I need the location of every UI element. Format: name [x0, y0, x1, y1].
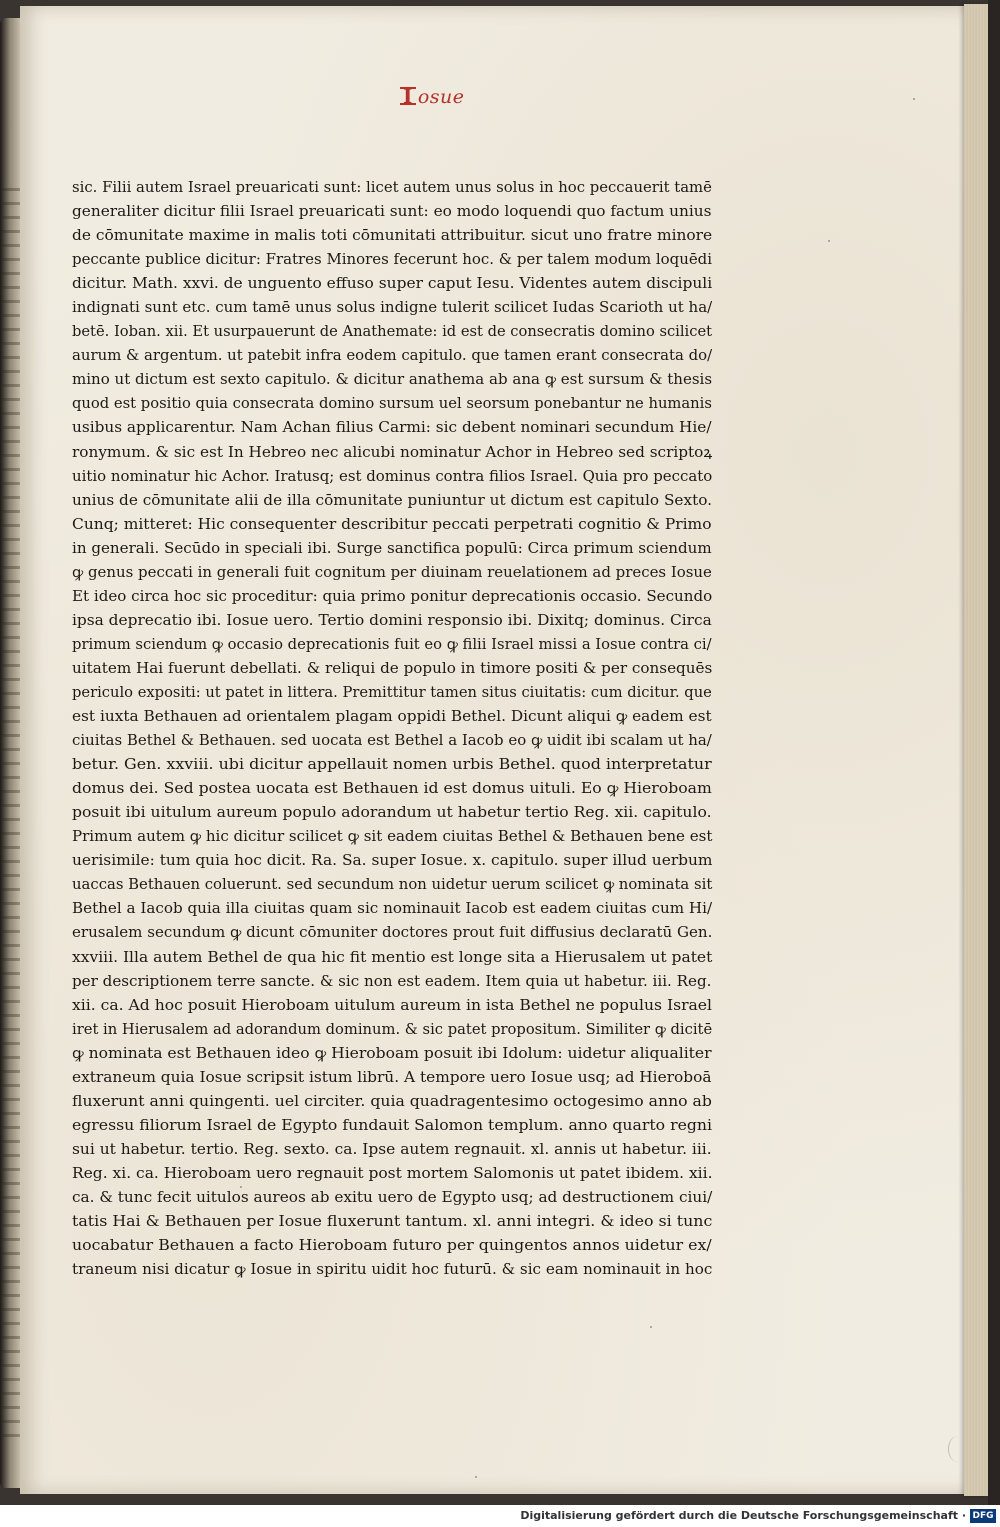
text-line: domus dei. Sed postea uocata est Bethauen id est domus uituli. Eo ꝙ Hieroboam [72, 781, 712, 798]
left-page-edge [0, 18, 22, 1488]
text-line: traneum nisi dicatur ꝙ Iosue in spiritu uidit hoc futurū. & sic eam nominauit in hoc [72, 1262, 713, 1279]
text-line: iret in Hierusalem ad adorandum dominum. & sic patet propositum. Similiter ꝙ dicitē [72, 1021, 713, 1038]
text-line: betē. Ioban. xii. Et usurpauerunt de Anathemate: id est de consecratis domino scilicet [72, 324, 713, 341]
text-line: periculo expositi: ut patet in littera. Premittitur tamen situs ciuitatis: cum dicitur. que [72, 684, 712, 701]
text-line: usibus applicarentur. Nam Achan filius Carmi: sic debent nominari secundum Hie/ [72, 420, 712, 437]
text-line: ciuitas Bethel & Bethauen. sed uocata est Bethel a Iacob eo ꝙ uidit ibi scalam ut ha/ [72, 733, 712, 750]
text-line: posuit ibi uitulum aureum populo adorandum ut habetur tertio Reg. xii. capitulo. [72, 805, 712, 822]
header-initial: I [400, 87, 416, 105]
text-line: uaccas Bethauen coluerunt. sed secundum non uidetur uerum scilicet ꝙ nominata sit [72, 877, 713, 894]
text-line: uocabatur Bethauen a facto Hieroboam futuro per quingentos annos uidetur ex/ [72, 1238, 712, 1255]
text-line: generaliter dicitur filii Israel preuaricati sunt: eo modo loquendi quo factum unius [72, 204, 712, 221]
text-line: Reg. xi. ca. Hieroboam uero regnauit post mortem Salomonis ut patet ibidem. xii. [72, 1165, 713, 1182]
footer-bar [0, 1505, 1000, 1527]
funding-notice: Digitalisierung gefördert durch die Deutsche Forschungsgemeinschaft · [520, 1509, 966, 1522]
text-line: de cōmunitate maxime in malis toti cōmunitati attribuitur. sicut uno fratre minore [72, 228, 713, 245]
text-line: mino ut dictum est sexto capitulo. & dicitur anathema ab ana ꝙ est sursum & thesis [72, 372, 713, 389]
text-line: uitio nominatur hic Achor. Iratusq; est dominus contra filios Israel. Quia pro peccato [72, 468, 713, 485]
running-header [400, 86, 465, 108]
text-line: Bethel a Iacob quia illa ciuitas quam sic nominauit Iacob est eadem ciuitas cum Hi/ [72, 901, 713, 918]
text-line: ipsa deprecatio ibi. Iosue uero. Tertio domini responsio ibi. Dixitq; dominus. Circa [72, 612, 712, 629]
text-line: xii. ca. Ad hoc posuit Hieroboam uitulum aureum in ista Bethel ne populus Israel [72, 997, 713, 1014]
text-line: est iuxta Bethauen ad orientalem plagam oppidi Bethel. Dicunt aliqui ꝙ eadem est [72, 709, 712, 726]
text-line: xxviii. Illa autem Bethel de qua hic fit mentio est longe sita a Hierusalem ut patet [72, 949, 713, 966]
book-page [20, 6, 968, 1494]
text-line: aurum & argentum. ut patebit infra eodem capitulo. que tamen erant consecrata do/ [72, 348, 713, 365]
text-line: ronymum. & sic est In Hebreo nec alicubi nominatur Achor in Hebreo sed scriptoꝝ [72, 444, 713, 461]
text-line: uitatem Hai fuerunt debellati. & reliqui de populo in timore positi & per consequēs [72, 660, 713, 677]
text-line: betur. Gen. xxviii. ubi dicitur appellauit nomen urbis Bethel. quod interpretatur [72, 757, 712, 774]
text-line: extraneum quia Iosue scripsit istum librū. A tempore uero Iosue usq; ad Hieroboā [72, 1069, 712, 1086]
text-line: erusalem secundum ꝙ dicunt cōmuniter doctores prout fuit diffusius declaratū Gen. [72, 925, 713, 942]
text-line: uerisimile: tum quia hoc dicit. Ra. Sa. super Iosue. x. capitulo. super illud uerbum [72, 853, 713, 870]
dfg-logo: DFG [970, 1509, 996, 1523]
text-line: sui ut habetur. tertio. Reg. sexto. ca. Ipse autem regnauit. xl. annis ut habetur. iii. [72, 1141, 712, 1158]
text-line: ꝙ genus peccati in generali fuit cognitum per diuinam reuelationem ad preces Iosue [72, 564, 712, 581]
text-line: egressu filiorum Israel de Egypto fundauit Salomon templum. anno quarto regni [72, 1117, 713, 1134]
text-line: per descriptionem terre sancte. & sic non est eadem. Item quia ut habetur. iii. Reg. [72, 973, 712, 990]
text-line: Primum autem ꝙ hic dicitur scilicet ꝙ sit eadem ciuitas Bethel & Bethauen bene est [72, 829, 713, 846]
left-page-text-fragment [2, 188, 20, 1438]
text-line: ꝙ nominata est Bethauen ideo ꝙ Hieroboam posuit ibi Idolum: uidetur aliqualiter [72, 1045, 712, 1062]
text-line: sic. Filii autem Israel preuaricati sunt: licet autem unus solus in hoc peccauerit tamē [72, 180, 712, 196]
text-line: peccante publice dicitur: Fratres Minores fecerunt hoc. & per talem modum loquēdi [72, 252, 713, 269]
text-line: dicitur. Math. xxvi. de unguento effuso super caput Iesu. Videntes autem discipuli [72, 276, 713, 293]
text-line: unius de cōmunitate alii de illa cōmunitate puniuntur ut dictum est capitulo Sexto. [72, 492, 712, 509]
text-line: quod est positio quia consecrata domino sursum uel seorsum ponebantur ne humanis [72, 396, 712, 413]
text-line: primum sciendum ꝙ occasio deprecationis fuit eo ꝙ filii Israel missi a Iosue contra ci/ [72, 636, 712, 653]
text-line: Et ideo circa hoc sic proceditur: quia primo ponitur deprecationis occasio. Secundo [72, 588, 713, 605]
body-text [72, 176, 712, 1282]
text-line: in generali. Secūdo in speciali ibi. Surge sanctifica populū: Circa primum sciendum [72, 540, 712, 557]
text-line: fluxerunt anni quingenti. uel circiter. quia quadragentesimo octogesimo anno ab [72, 1093, 712, 1110]
text-line: indignati sunt etc. cum tamē unus solus indigne tulerit scilicet Iudas Scarioth ut ha/ [72, 300, 713, 317]
text-line: Cunq; mitteret: Hic consequenter describitur peccati perpetrati cognitio & Primo [72, 516, 712, 533]
header-rest: osue [417, 86, 465, 108]
book-fore-edge [964, 4, 988, 1496]
scan-background-edge [988, 0, 1000, 1505]
text-line: ca. & tunc fecit uitulos aureos ab exitu uero de Egypto usq; ad destructionem ciui/ [72, 1189, 713, 1206]
text-line: tatis Hai & Bethauen per Iosue fluxerunt tantum. xl. anni integri. & ideo si tunc [72, 1214, 713, 1231]
